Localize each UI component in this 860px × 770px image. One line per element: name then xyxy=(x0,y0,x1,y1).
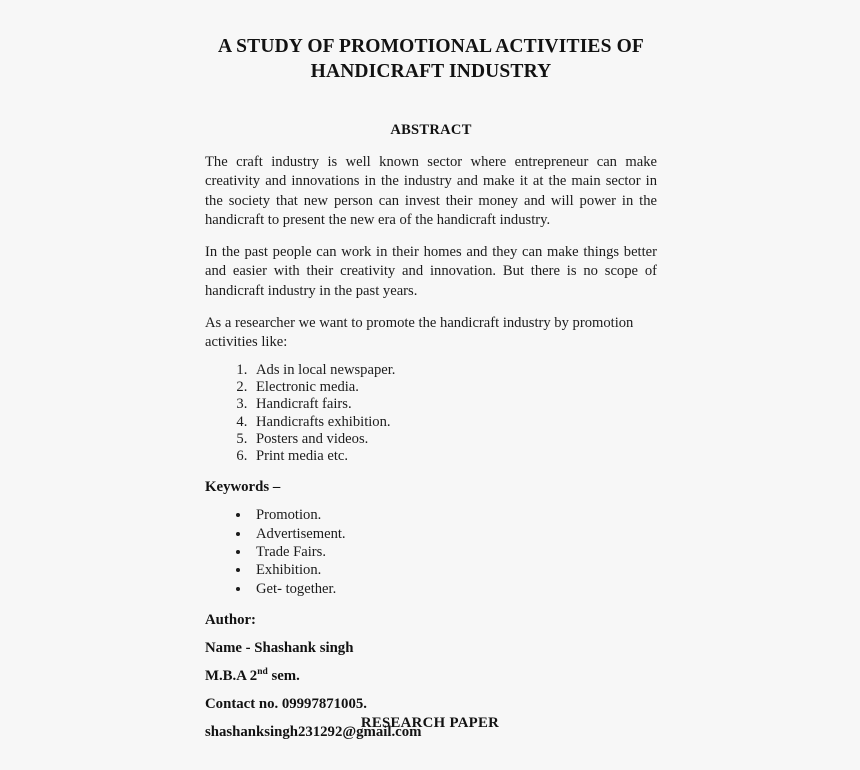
document-body xyxy=(205,0,657,741)
list-item: 2. Electronic media. xyxy=(251,379,657,396)
keywords-heading: Keywords – xyxy=(205,479,281,496)
list-item: • Advertisement. xyxy=(251,525,657,543)
page-title-line-1: A STUDY OF PROMOTIONAL ACTIVITIES OF xyxy=(218,36,644,57)
abstract-paragraph-3: As a researcher we want to promote the handicraft industry by promotion activities like: xyxy=(205,315,634,351)
author-degree-suffix: sem. xyxy=(267,667,300,684)
author-degree-prefix: M.B.A 2 xyxy=(205,667,258,684)
author-label: Author: xyxy=(205,611,256,628)
list-item: • Promotion. xyxy=(251,506,657,524)
list-item: • Exhibition. xyxy=(251,561,657,579)
list-item: 3. Handicraft fairs. xyxy=(251,396,657,413)
list-item: • Trade Fairs. xyxy=(251,543,657,561)
author-contact: Contact no. 09997871005. xyxy=(205,695,367,712)
list-item: • Get- together. xyxy=(251,580,657,598)
abstract-heading: ABSTRACT xyxy=(390,122,472,138)
author-name: Name - Shashank singh xyxy=(205,639,354,656)
list-item: 5. Posters and videos. xyxy=(251,431,657,448)
list-item: 1. Ads in local newspaper. xyxy=(251,362,657,379)
list-item: 4. Handicrafts exhibition. xyxy=(251,414,657,431)
author-degree-superscript: nd xyxy=(257,667,268,678)
abstract-paragraph-1: The craft industry is well known sector where entrepreneur can make creativity and innovations in the industry and make it at the main sector in the society that new person can invest their money and will power in the handicraft to present the new era of the handicraft industry. xyxy=(205,154,657,228)
promotional-activities-list xyxy=(205,353,657,466)
abstract-paragraph-2: In the past people can work in their homes and they can make things better and easier with their creativity and innovation. But there is no scope of handicraft industry in the past years. xyxy=(205,244,657,299)
page-title-line-2: HANDICRAFT INDUSTRY xyxy=(310,61,552,82)
page-title xyxy=(205,0,657,84)
author-email: shashanksingh231292@gmail.com xyxy=(205,723,422,740)
list-item: 6. Print media etc. xyxy=(251,448,657,465)
page-footer: RESEARCH PAPER xyxy=(360,715,500,731)
author-degree xyxy=(205,657,657,685)
keywords-list xyxy=(205,496,657,597)
